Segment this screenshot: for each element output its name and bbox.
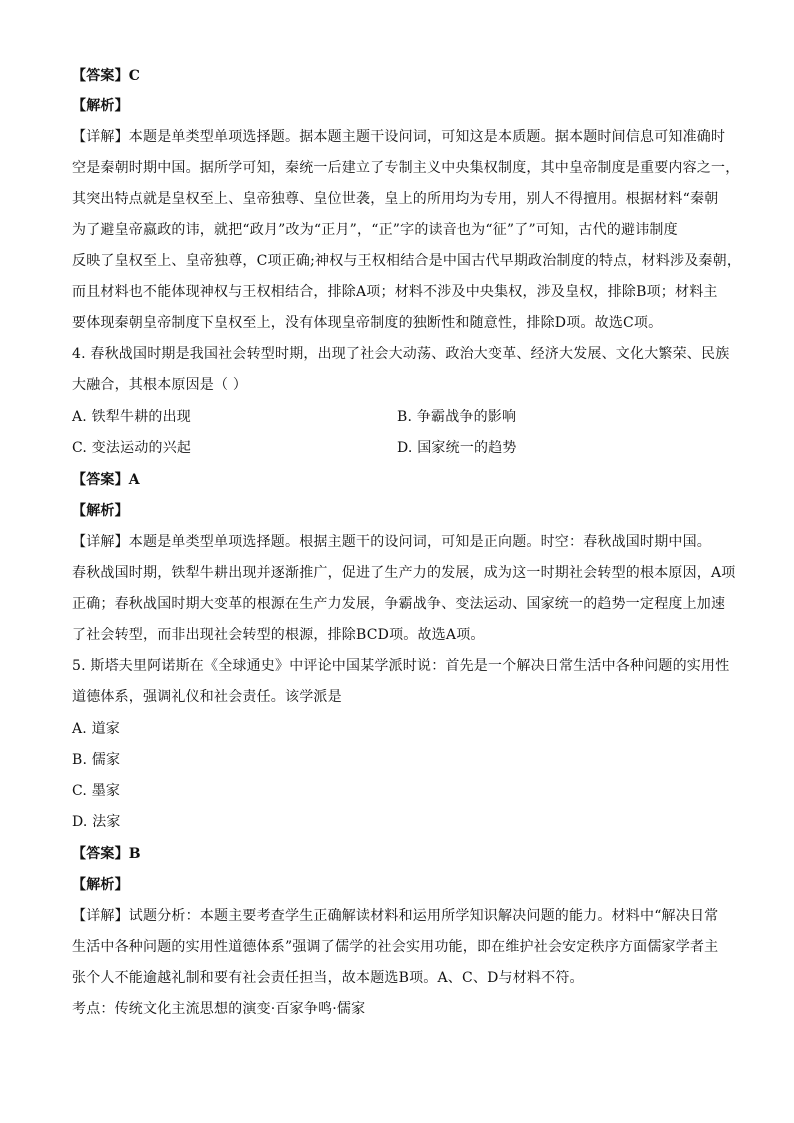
q5-detail-line-3: 张个人不能逾越礼制和要有社会责任担当，故本题选B项。A、C、D与材料不符。: [72, 970, 584, 986]
q4-detail-line-4: 了社会转型，而非出现社会转型的根源，排除BCD项。故选A项。: [72, 627, 485, 643]
q3-detail-line-3: 其突出特点就是皇权至上、皇帝独尊、皇位世袭，皇上的所用均为专用，别人不得擅用。根据材料“秦朝: [72, 191, 719, 207]
q5-option-a: A. 道家: [72, 721, 121, 737]
q3-analysis-label: 【解析】: [72, 98, 129, 114]
q5-analysis-label: 【解析】: [72, 877, 129, 893]
q4-analysis-label: 【解析】: [72, 503, 129, 519]
q5-exam-point: 考点：传统文化主流思想的演变·百家争鸣·儒家: [72, 1001, 366, 1017]
q3-detail-line-2: 空是秦朝时期中国。据所学可知，秦统一后建立了专制主义中央集权制度，其中皇帝制度是重要内容之一，: [72, 160, 740, 176]
q5-option-d: D. 法家: [72, 814, 121, 830]
q3-detail-line-1: 【详解】本题是单类型单项选择题。据本题主题干设问词，可知这是本质题。据本题时间信息可知准确时: [72, 129, 726, 145]
q5-detail-line-2: 生活中各种问题的实用性道德体系”强调了儒学的社会实用功能，即在维护社会安定秩序方面儒家学者主: [72, 939, 719, 955]
q5-option-b: B. 儒家: [72, 752, 121, 768]
q3-detail-line-5: 反映了皇权至上、皇帝独尊，C项正确;神权与王权相结合是中国古代早期政治制度的特点，材料涉及秦朝，: [72, 253, 742, 269]
q4-answer: 【答案】A: [72, 472, 140, 488]
q4-detail-line-2: 春秋战国时期，铁犁牛耕出现并逐渐推广，促进了生产力的发展，成为这一时期社会转型的根本原因，A项: [72, 565, 736, 581]
q3-detail-line-4: 为了避皇帝嬴政的讳，就把“政月”改为“正月”，“正”字的读音也为“征”了”可知，古代的避讳制度: [72, 222, 678, 238]
q4-option-b: B. 争霸战争的影响: [397, 409, 517, 425]
q5-detail-line-1: 【详解】试题分析：本题主要考查学生正确解读材料和运用所学知识解决问题的能力。材料中“解决日常: [72, 908, 719, 924]
q4-option-d: D. 国家统一的趋势: [397, 440, 517, 456]
q3-answer: 【答案】C: [72, 68, 141, 84]
q3-detail-line-6: 而且材料也不能体现神权与王权相结合，排除A项；材料不涉及中央集权，涉及皇权，排除B项；材料主: [72, 284, 718, 300]
q5-stem-line-1: 5. 斯塔夫里阿诺斯在《全球通史》中评论中国某学派时说：首先是一个解决日常生活中各种问题的实用性: [72, 658, 730, 674]
q4-detail-line-3: 正确；春秋战国时期大变革的根源在生产力发展，争霸战争、变法运动、国家统一的趋势一定程度上加速: [72, 596, 726, 612]
q4-stem-line-2: 大融合，其根本原因是（ ）: [72, 377, 248, 393]
q3-detail-line-7: 要体现秦朝皇帝制度下皇权至上，没有体现皇帝制度的独断性和随意性，排除D项。故选C项。: [72, 315, 663, 331]
q4-detail-line-1: 【详解】本题是单类型单项选择题。根据主题干的设问词，可知是正向题。时空：春秋战国时期中国。: [72, 534, 711, 550]
q4-option-a: A. 铁犁牛耕的出现: [72, 409, 192, 425]
q5-option-c: C. 墨家: [72, 783, 121, 799]
q4-option-c: C. 变法运动的兴起: [72, 440, 192, 456]
q5-answer: 【答案】B: [72, 846, 141, 862]
q5-stem-line-2: 道德体系，强调礼仪和社会责任。该学派是: [72, 689, 342, 705]
q4-stem-line-1: 4. 春秋战国时期是我国社会转型时期，出现了社会大动荡、政治大变革、经济大发展、文化大繁荣、民族: [72, 346, 730, 362]
